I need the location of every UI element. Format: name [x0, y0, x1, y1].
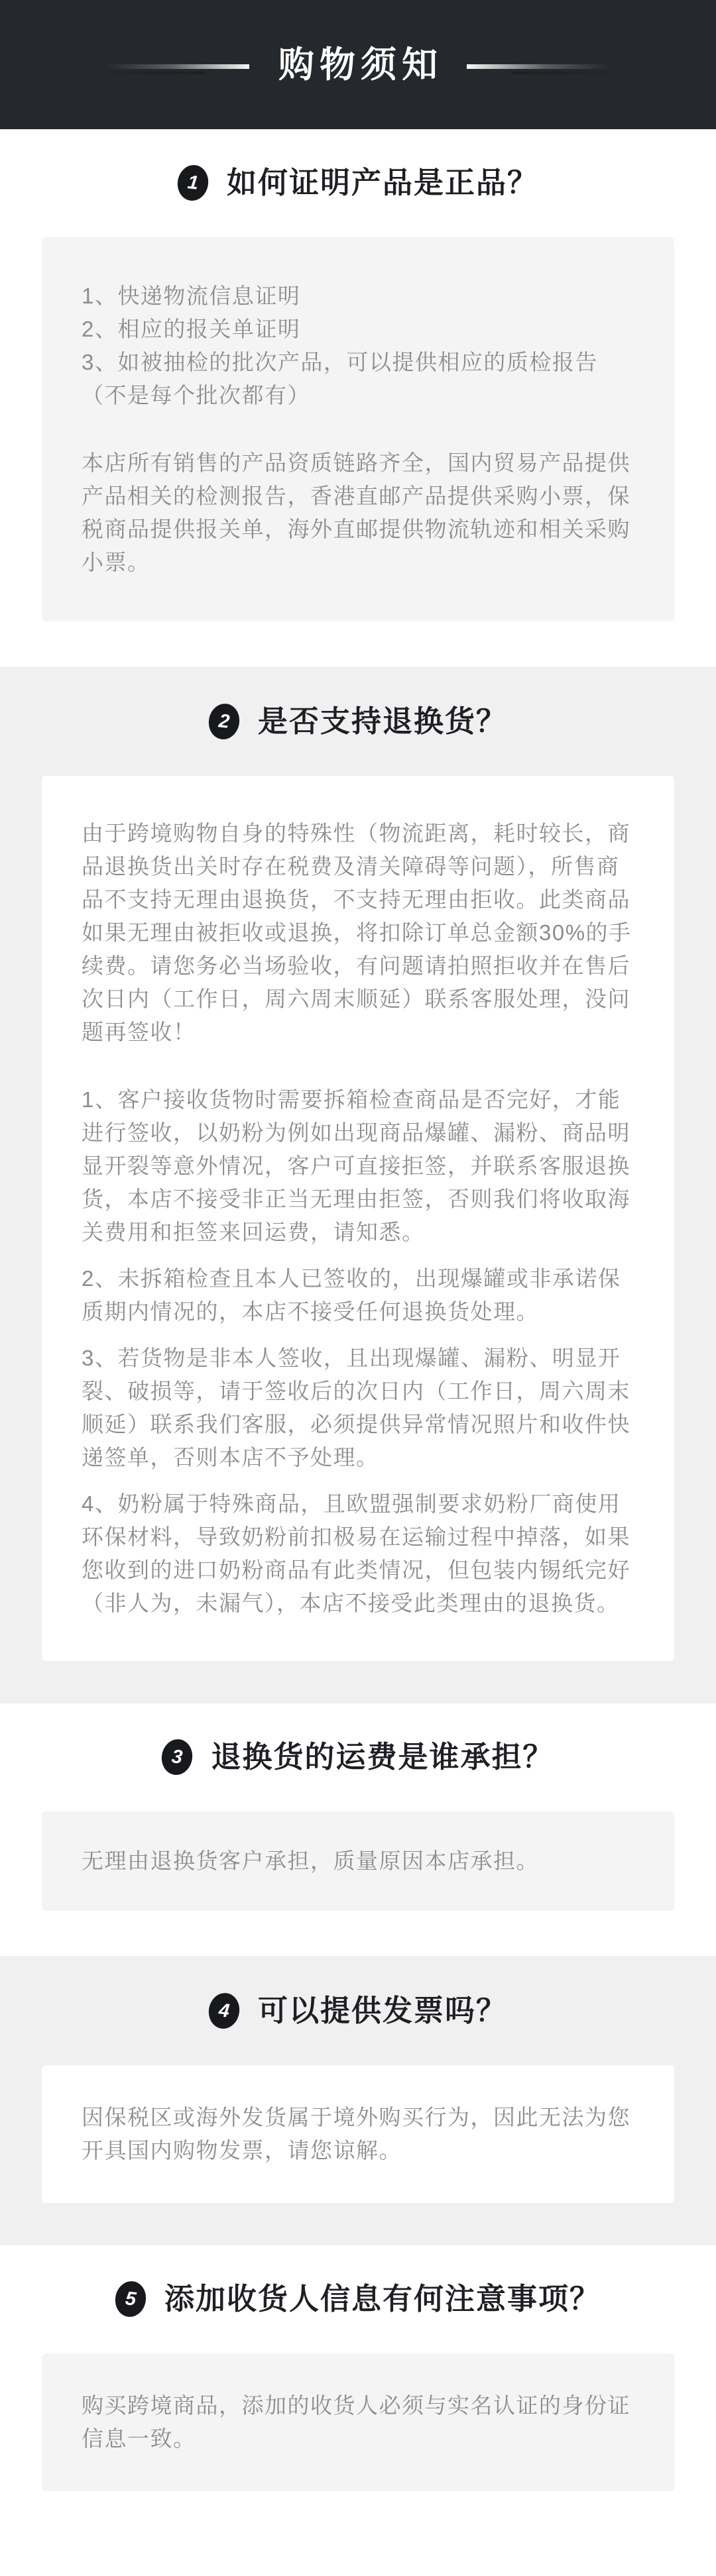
content-box [42, 2353, 674, 2491]
section-title: 添加收货人信息有何注意事项？ [164, 2282, 601, 2316]
section-heading [0, 1993, 716, 2029]
badge-number: 2 [217, 710, 231, 733]
decor-line-left-icon [107, 64, 249, 69]
content-box [42, 776, 674, 1661]
page-header [0, 0, 716, 129]
section-heading [0, 704, 716, 739]
paragraph: 因保税区或海外发货属于境外购买行为，因此无法为您开具国内购物发票，请您谅解。 [82, 2105, 630, 2163]
badge-number: 3 [170, 1745, 184, 1768]
paragraph: 1、快递物流信息证明 [82, 284, 301, 308]
section-title: 是否支持退换货？ [257, 704, 507, 739]
paragraph: 由于跨境购物自身的特殊性（物流距离，耗时较长，商品退换货出关时存在税费及清关障碍等问题），所售商品不支持无理由退换货，不支持无理由拒收。此类商品如果无理由被拒收或退换，将扣除订单总金额30%的手续费。请您务必当场验收，有问题请拍照拒收并在售后次日内（工作日，周六周末顺延）联系客服处理，没问题再签收！ [82, 821, 632, 1044]
paragraph: 本店所有销售的产品资质链路齐全，国内贸易产品提供产品相关的检测报告，香港直邮产品提供采购小票，保税商品提供报关单，海外直邮提供物流轨迹和相关采购小票。 [82, 451, 630, 574]
section-heading [0, 1739, 716, 1775]
paragraph: 1、客户接收货物时需要拆箱检查商品是否完好，才能进行签收，以奶粉为例如出现商品爆罐、漏粉、商品明显开裂等意外情况，客户可直接拒签，并联系客服退换货，本店不接受非正当无理由拒签，否则我们将收取海关费用和拒签来回运费，请知悉。 [82, 1087, 630, 1244]
section-consignee-info [0, 2245, 716, 2536]
badge-number: 1 [186, 171, 200, 194]
section-invoice [0, 1956, 716, 2245]
section-title: 退换货的运费是谁承担？ [211, 1740, 554, 1774]
paragraph: 无理由退换货客户承担，质量原因本店承担。 [82, 1849, 539, 1873]
page-title: 购物须知 [278, 44, 443, 85]
paragraph: 2、未拆箱检查且本人已签收的，出现爆罐或非承诺保质期内情况的，本店不接受任何退换货处理。 [82, 1266, 621, 1324]
paragraph: 3、如被抽检的批次产品，可以提供相应的质检报告（不是每个批次都有） [82, 350, 598, 407]
badge-number: 4 [217, 1999, 231, 2022]
paragraph: 3、若货物是非本人签收，且出现爆罐、漏粉、明显开裂、破损等，请于签收后的次日内（工作日，周六周末顺延）联系我们客服，必须提供异常情况照片和收件快递签单，否则本店不予处理。 [82, 1346, 630, 1470]
paragraph: 购买跨境商品，添加的收货人必须与实名认证的身份证信息一致。 [82, 2393, 630, 2451]
decor-line-right-icon [467, 64, 609, 69]
section-title: 如何证明产品是正品？ [226, 166, 538, 200]
number-badge-icon [113, 2279, 149, 2319]
number-badge-icon [175, 162, 211, 203]
number-badge-icon [206, 701, 243, 741]
paragraph: 2、相应的报关单证明 [82, 317, 301, 341]
section-title: 可以提供发票吗？ [257, 1994, 507, 2028]
badge-number: 5 [124, 2287, 137, 2310]
number-badge-icon [206, 1990, 243, 2031]
section-authenticity [0, 129, 716, 667]
content-box [42, 237, 674, 621]
section-returns [0, 667, 716, 1703]
content-box [42, 2065, 674, 2203]
section-shipping-fee [0, 1703, 716, 1956]
section-heading [0, 165, 716, 201]
number-badge-icon [159, 1737, 196, 1777]
paragraph: 4、奶粉属于特殊商品，且欧盟强制要求奶粉厂商使用环保材料，导致奶粉前扣极易在运输过程中掉落，如果您收到的进口奶粉商品有此类情况，但包装内锡纸完好（非人为，未漏气），本店不接受此类理由的退换货。 [82, 1491, 630, 1615]
content-box [42, 1811, 674, 1911]
section-heading [0, 2281, 716, 2317]
